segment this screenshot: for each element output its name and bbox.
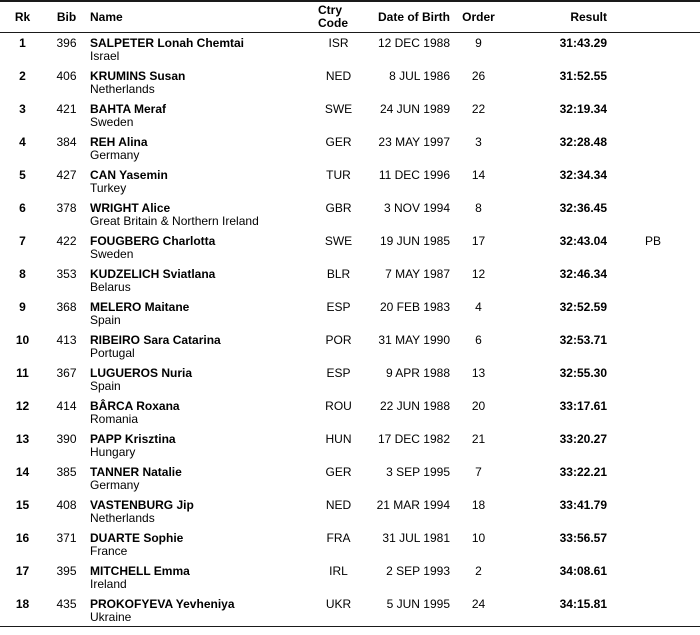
result-note-cell [617,495,700,528]
result-cell: 32:34.34 [559,167,607,182]
name-cell [88,495,315,528]
col-header-rank: Rk [0,1,45,33]
result-note-cell [617,132,700,165]
name-cell [88,66,315,99]
result-cell: 32:52.59 [559,299,607,314]
bib-cell: 408 [56,497,77,512]
name-cell [88,99,315,132]
country-name: Israel [90,49,120,63]
result-note-cell [617,198,700,231]
name-cell [88,528,315,561]
dob-cell: 31 JUL 1981 [382,530,450,545]
result-cell: 32:46.34 [559,266,607,281]
order-cell: 2 [475,563,482,578]
table-row [0,132,700,165]
rank-cell: 2 [19,68,26,83]
bib-cell: 384 [56,134,77,149]
rank-cell: 8 [19,266,26,281]
result-cell: 34:15.81 [559,596,607,611]
table-row [0,462,700,495]
athlete-name: MITCHELL Emma [90,563,190,578]
name-cell [88,594,315,627]
country-name: Ukraine [90,609,132,624]
country-code-cell: ROU [325,398,352,413]
rank-cell: 3 [19,101,26,116]
athlete-name: PAPP Krisztina [90,431,176,446]
bib-cell: 396 [56,36,77,50]
dob-cell: 9 APR 1988 [385,365,450,380]
table-row [0,330,700,363]
dob-cell: 23 MAY 1997 [378,134,450,149]
athlete-name: TANNER Natalie [90,464,182,479]
dob-cell: 22 JUN 1988 [379,398,450,413]
results-header [0,1,700,33]
dob-cell: 17 DEC 1982 [377,431,450,446]
name-cell [88,264,315,297]
table-row [0,528,700,561]
bib-cell: 368 [56,299,77,314]
table-row [0,396,700,429]
country-name: Spain [90,312,121,327]
athlete-name: REH Alina [90,134,148,149]
rank-cell: 1 [19,36,26,50]
bib-cell: 378 [56,200,77,215]
order-cell: 9 [475,36,482,50]
col-header-name: Name [88,1,315,33]
country-code-cell: GBR [325,200,352,215]
order-cell: 13 [471,365,486,380]
table-row [0,594,700,627]
col-header-country-code: Ctry Code [315,1,362,33]
order-cell: 6 [475,332,482,347]
order-cell: 22 [471,101,486,116]
result-cell: 32:19.34 [559,101,607,116]
athlete-name: SALPETER Lonah Chemtai [90,36,245,50]
rank-cell: 11 [16,365,29,380]
country-name: Portugal [90,345,135,360]
rank-cell: 18 [15,596,30,611]
result-cell: 34:08.61 [559,563,607,578]
results-body [0,33,700,627]
col-header-result: Result [500,1,617,33]
bib-cell: 353 [56,266,77,281]
athlete-name: KRUMINS Susan [90,68,186,83]
athlete-name: BAHTA Meraf [90,101,167,116]
dob-cell: 2 SEP 1993 [386,563,450,578]
country-name: Sweden [90,246,134,261]
result-note-cell: PB [645,233,662,248]
col-header-bib: Bib [45,1,88,33]
result-note-cell [617,462,700,495]
table-row [0,429,700,462]
country-name: Sweden [90,114,134,129]
dob-cell: 5 JUN 1995 [386,596,450,611]
bib-cell: 413 [56,332,77,347]
bib-cell: 414 [56,398,77,413]
table-row [0,99,700,132]
result-note-cell [617,297,700,330]
country-name: Ireland [90,576,127,591]
rank-cell: 14 [15,464,30,479]
name-cell [88,297,315,330]
result-cell: 32:36.45 [559,200,607,215]
country-code-cell: GER [325,464,352,479]
result-note-cell [617,33,700,66]
result-note-cell [617,99,700,132]
country-code-cell: ESP [326,365,351,380]
name-cell [88,33,315,66]
result-cell: 33:41.79 [559,497,607,512]
name-cell [88,429,315,462]
bib-cell: 385 [56,464,77,479]
bib-cell: 371 [56,530,77,545]
col-header-note [617,1,700,33]
result-cell: 33:22.21 [559,464,607,479]
country-name: Turkey [90,180,127,195]
table-row [0,33,700,66]
table-row [0,66,700,99]
result-cell: 32:28.48 [559,134,607,149]
rank-cell: 7 [19,233,26,248]
country-code-cell: POR [325,332,352,347]
order-cell: 4 [475,299,482,314]
table-row [0,165,700,198]
dob-cell: 12 DEC 1988 [377,36,450,50]
athlete-name: CAN Yasemin [90,167,168,182]
country-name: Netherlands [90,81,155,96]
order-cell: 26 [471,68,486,83]
athlete-name: KUDZELICH Sviatlana [90,266,216,281]
dob-cell: 3 NOV 1994 [383,200,450,215]
dob-cell: 7 MAY 1987 [385,266,450,281]
order-cell: 3 [475,134,482,149]
name-cell [88,165,315,198]
order-cell: 20 [471,398,486,413]
country-name: France [90,543,128,558]
table-row [0,198,700,231]
athlete-name: MELERO Maitane [90,299,190,314]
bib-cell: 422 [56,233,77,248]
table-row [0,264,700,297]
order-cell: 14 [471,167,486,182]
bib-cell: 395 [56,563,77,578]
bib-cell: 367 [56,365,77,380]
dob-cell: 11 DEC 1996 [378,167,450,182]
athlete-name: LUGUEROS Nuria [90,365,193,380]
order-cell: 24 [471,596,486,611]
result-note-cell [617,330,700,363]
country-code-cell: ESP [326,299,351,314]
country-name: Hungary [90,444,136,459]
athlete-name: VASTENBURG Jip [90,497,194,512]
result-cell: 32:53.71 [559,332,607,347]
table-row [0,495,700,528]
order-cell: 18 [471,497,486,512]
dob-cell: 3 SEP 1995 [386,464,450,479]
country-code-cell: HUN [325,431,352,446]
result-cell: 32:55.30 [559,365,607,380]
country-code-cell: TUR [326,167,351,182]
bib-cell: 406 [56,68,77,83]
result-note-cell [617,429,700,462]
result-note-cell [617,66,700,99]
bib-cell: 435 [56,596,77,611]
rank-cell: 15 [15,497,30,512]
result-cell: 33:17.61 [559,398,607,413]
country-code-cell: NED [325,68,352,83]
country-code-cell: ISR [328,36,349,50]
name-cell [88,198,315,231]
name-cell [88,561,315,594]
country-code-cell: NED [325,497,352,512]
rank-cell: 9 [19,299,26,314]
athlete-name: WRIGHT Alice [90,200,171,215]
country-name: Germany [90,147,140,162]
result-note-cell [617,396,700,429]
bib-cell: 427 [56,167,77,182]
dob-cell: 21 MAR 1994 [376,497,450,512]
country-name: Germany [90,477,140,492]
country-name: Netherlands [90,510,155,525]
rank-cell: 6 [19,200,26,215]
country-code-cell: UKR [325,596,352,611]
col-header-order: Order [457,1,500,33]
table-row [0,297,700,330]
country-name: Belarus [90,279,131,294]
rank-cell: 10 [15,332,30,347]
country-code-cell: BLR [326,266,351,281]
rank-cell: 13 [15,431,30,446]
athlete-name: FOUGBERG Charlotta [90,233,216,248]
country-name: Romania [90,411,139,426]
rank-cell: 16 [15,530,30,545]
athlete-name: PROKOFYEVA Yevheniya [90,596,235,611]
country-name: Spain [90,378,121,393]
result-note-cell [617,363,700,396]
result-cell: 33:56.57 [559,530,607,545]
country-code-cell: IRL [329,563,348,578]
athlete-name: RIBEIRO Sara Catarina [90,332,221,347]
rank-cell: 4 [19,134,26,149]
table-row [0,231,700,264]
country-code-cell: SWE [324,101,353,116]
order-cell: 10 [471,530,486,545]
bib-cell: 390 [56,431,77,446]
order-cell: 7 [475,464,482,479]
name-cell [88,462,315,495]
order-cell: 12 [471,266,486,281]
name-cell [88,330,315,363]
header-row [0,1,700,33]
country-code-cell: FRA [326,530,351,545]
dob-cell: 20 FEB 1983 [379,299,450,314]
country-name: Great Britain & Northern Ireland [90,213,259,228]
country-code-cell: GER [325,134,352,149]
result-note-cell [617,561,700,594]
name-cell [88,132,315,165]
order-cell: 17 [471,233,486,248]
dob-cell: 24 JUN 1989 [379,101,450,116]
athlete-name: BÂRCA Roxana [90,398,180,413]
result-note-cell [617,264,700,297]
dob-cell: 19 JUN 1985 [379,233,450,248]
table-row [0,363,700,396]
bib-cell: 421 [56,101,77,116]
dob-cell: 8 JUL 1986 [389,68,450,83]
result-cell: 32:43.04 [559,233,607,248]
order-cell: 8 [475,200,482,215]
result-note-cell [617,165,700,198]
rank-cell: 12 [15,398,30,413]
country-code-cell: SWE [324,233,353,248]
result-cell: 31:52.55 [559,68,607,83]
dob-cell: 31 MAY 1990 [378,332,450,347]
order-cell: 21 [471,431,486,446]
table-row [0,561,700,594]
rank-cell: 5 [19,167,26,182]
rank-cell: 17 [15,563,30,578]
name-cell [88,396,315,429]
athlete-name: DUARTE Sophie [90,530,184,545]
name-cell [88,363,315,396]
name-cell [88,231,315,264]
result-cell: 33:20.27 [559,431,607,446]
result-cell: 31:43.29 [559,36,607,50]
col-header-date-of-birth: Date of Birth [362,1,457,33]
result-note-cell [617,594,700,627]
result-note-cell [617,528,700,561]
